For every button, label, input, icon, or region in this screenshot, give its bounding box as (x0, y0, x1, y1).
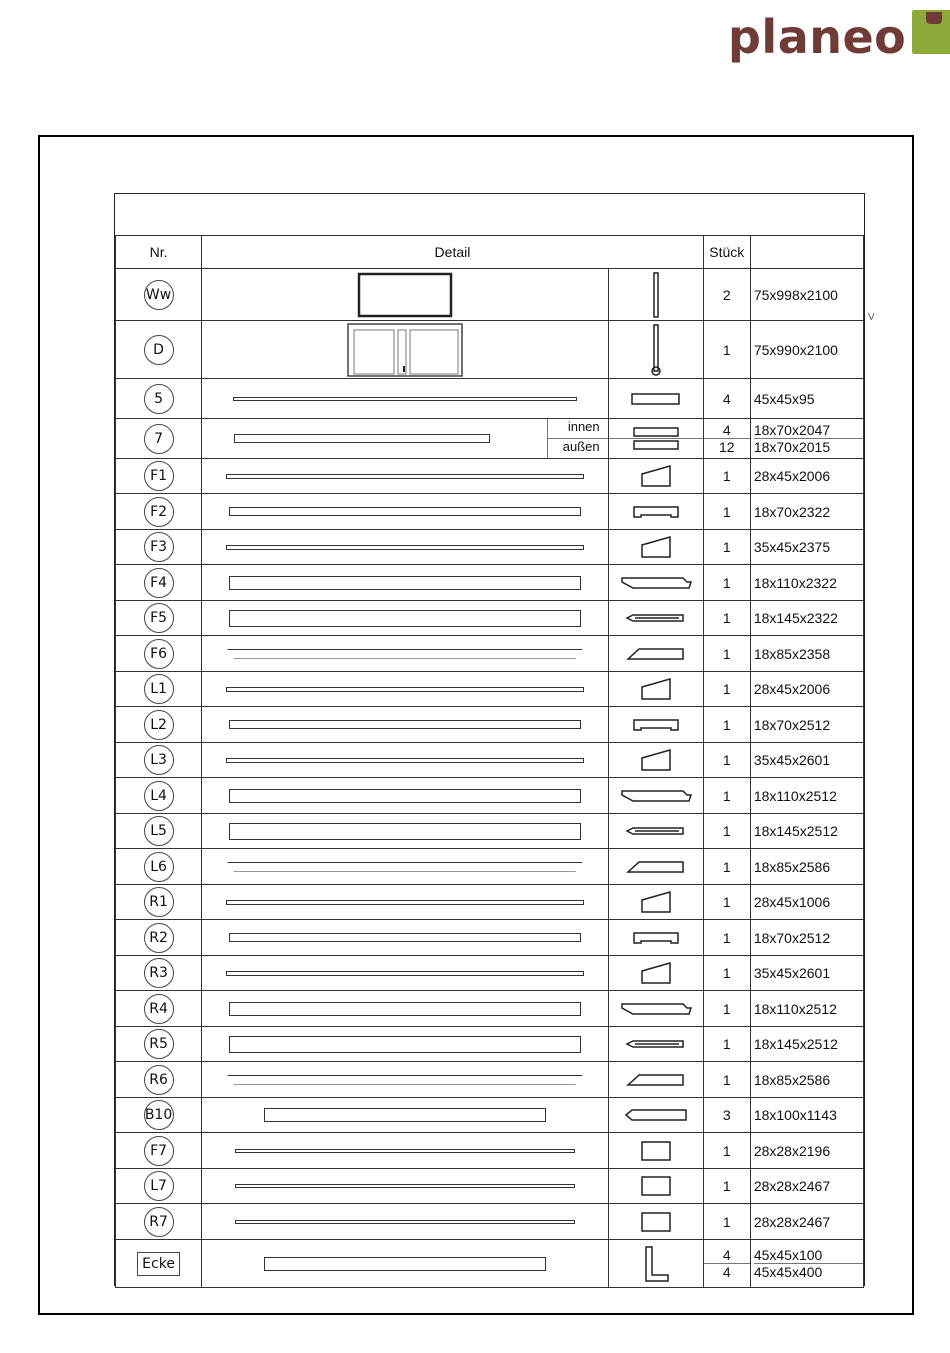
quantity-cell: 4 (703, 379, 750, 419)
part-number-badge: F5 (144, 603, 174, 633)
quantity-cell: 1 (703, 1062, 750, 1098)
part-number-badge: L5 (144, 816, 174, 846)
dimensions-value: 18x70x2047 (753, 422, 831, 438)
detail-cell (202, 920, 609, 956)
detail-cell (202, 494, 609, 530)
slot-profile-icon (631, 717, 681, 733)
dimensions-cell: 18x85x2358 (750, 636, 863, 672)
square-profile-icon (639, 1211, 673, 1233)
part-number-badge: L7 (144, 1171, 174, 1201)
profile-cell (608, 530, 703, 565)
quantity-cell: 1 (703, 672, 750, 707)
quantity-cell: 1 (703, 1169, 750, 1204)
dimensions-value: 18x70x2015 (754, 438, 863, 455)
dimensions-cell: 18x70x2322 (750, 494, 863, 530)
dimensions-cell (750, 1240, 863, 1288)
dimensions-cell: 18x70x2512 (750, 920, 863, 956)
quantity-cell: 1 (703, 814, 750, 849)
part-bar (227, 1075, 583, 1085)
part-drawing (202, 1257, 608, 1271)
part-number-cell (116, 920, 202, 956)
dimensions-cell: 28x45x2006 (750, 459, 863, 494)
table-row (116, 459, 864, 494)
dimensions-cell: 18x110x2512 (750, 778, 863, 814)
table-row (116, 991, 864, 1027)
part-number-badge: Ww (144, 280, 174, 310)
table-row (116, 601, 864, 636)
quantity-cell: 1 (703, 565, 750, 601)
dimensions-cell (750, 419, 863, 459)
profile-cell (608, 636, 703, 672)
part-bar (226, 900, 584, 905)
part-number-cell (116, 269, 202, 321)
detail-cell (202, 672, 609, 707)
part-number-cell (116, 956, 202, 991)
part-number-badge: R5 (144, 1029, 174, 1059)
wall-panel-drawing (357, 272, 453, 318)
quantity-value: 12 (704, 438, 750, 455)
dimensions-cell: 75x998x2100 (750, 269, 863, 321)
tongue-groove-profile-icon (619, 574, 693, 592)
profile-cell (608, 1027, 703, 1062)
dimensions-value: 45x45x400 (754, 1263, 863, 1280)
part-bar (235, 1220, 575, 1224)
profile-cell (608, 672, 703, 707)
part-number-cell (116, 1169, 202, 1204)
part-number-badge: L6 (144, 852, 174, 882)
dimensions-cell: 18x85x2586 (750, 849, 863, 885)
part-drawing (202, 1002, 608, 1016)
header-nr: Nr. (116, 236, 202, 269)
parts-table (115, 235, 864, 1288)
detail-cell (202, 565, 609, 601)
dimensions-cell: 18x145x2512 (750, 1027, 863, 1062)
quantity-cell: 1 (703, 1204, 750, 1240)
table-row (116, 379, 864, 419)
part-number-badge: 5 (144, 384, 174, 414)
quantity-value: 4 (704, 1263, 750, 1280)
part-bar (264, 1257, 546, 1271)
part-number-badge: L3 (144, 745, 174, 775)
corner-profile-icon (640, 1245, 672, 1283)
wedge-profile-icon (638, 464, 674, 488)
part-drawing (202, 1220, 608, 1224)
part-drawing (202, 862, 608, 872)
part-bar (229, 1002, 581, 1016)
quantity-cell: 1 (703, 1027, 750, 1062)
part-number-badge: B10 (144, 1100, 174, 1130)
quantity-cell: 1 (703, 636, 750, 672)
quantity-cell: 1 (703, 956, 750, 991)
part-bar (226, 687, 584, 692)
part-number-badge: R3 (144, 958, 174, 988)
part-number-cell (116, 885, 202, 920)
table-row (116, 1133, 864, 1169)
part-drawing (202, 720, 608, 729)
part-bar (234, 434, 490, 443)
part-bar (229, 1036, 581, 1053)
part-number-cell (116, 1027, 202, 1062)
dimensions-cell: 18x70x2512 (750, 707, 863, 743)
profile-cell (608, 778, 703, 814)
part-number-badge: L2 (144, 710, 174, 740)
part-number-cell (116, 672, 202, 707)
part-drawing (202, 545, 608, 550)
table-row (116, 778, 864, 814)
dimensions-cell: 28x45x1006 (750, 885, 863, 920)
quantity-value: 4 (722, 1247, 731, 1263)
profile-cell (608, 565, 703, 601)
profile-cell (608, 1240, 703, 1288)
board-profile-icon (632, 426, 680, 438)
part-number-badge: F4 (144, 568, 174, 598)
wedge-profile-icon (638, 961, 674, 985)
wedge-profile-icon (638, 748, 674, 772)
part-number-badge: R2 (144, 923, 174, 953)
detail-cell (202, 379, 609, 419)
table-row (116, 956, 864, 991)
profile-cell (608, 849, 703, 885)
quantity-cell: 3 (703, 1098, 750, 1133)
side-label: außen (548, 438, 608, 458)
detail-cell (202, 601, 609, 636)
dimensions-cell: 28x45x2006 (750, 672, 863, 707)
wedge-profile-icon (638, 890, 674, 914)
part-number-badge: R1 (144, 887, 174, 917)
quantity-cell (703, 1240, 750, 1288)
detail-cell (202, 707, 609, 743)
part-drawing (202, 1075, 608, 1085)
detail-cell (202, 1098, 609, 1133)
profile-cell (608, 1062, 703, 1098)
detail-cell (202, 1027, 609, 1062)
part-number-cell (116, 321, 202, 379)
part-number-cell (116, 494, 202, 530)
quantity-cell: 1 (703, 494, 750, 530)
part-drawing (202, 900, 608, 905)
part-bar (229, 720, 581, 729)
part-number-badge: F6 (144, 639, 174, 669)
dimensions-cell: 28x28x2467 (750, 1169, 863, 1204)
thin-board-profile-icon (625, 825, 687, 837)
part-drawing (202, 933, 608, 942)
part-drawing (202, 272, 608, 318)
detail-cell (202, 459, 609, 494)
detail-cell (202, 1169, 609, 1204)
detail-cell (202, 636, 609, 672)
quantity-cell: 1 (703, 885, 750, 920)
part-number-cell (116, 379, 202, 419)
table-row (116, 743, 864, 778)
tongue-groove-profile-icon (619, 787, 693, 805)
profile-cell (608, 1133, 703, 1169)
table-row (116, 1204, 864, 1240)
table-row (116, 565, 864, 601)
part-number-cell (116, 778, 202, 814)
part-drawing (202, 758, 608, 763)
detail-cell (202, 743, 609, 778)
part-drawing (202, 789, 608, 803)
part-number-badge: F7 (144, 1136, 174, 1166)
quantity-cell: 1 (703, 920, 750, 956)
dimensions-cell: 35x45x2375 (750, 530, 863, 565)
part-bar (227, 862, 583, 872)
table-row (116, 814, 864, 849)
quantity-cell: 1 (703, 459, 750, 494)
part-number-cell (116, 530, 202, 565)
part-number-cell (116, 991, 202, 1027)
header-detail: Detail (202, 236, 704, 269)
detail-cell (202, 814, 609, 849)
part-number-cell (116, 1204, 202, 1240)
detail-cell (202, 778, 609, 814)
thin-board-profile-icon (625, 612, 687, 624)
quantity-cell: 1 (703, 530, 750, 565)
profile-cell (608, 814, 703, 849)
profile-cell (608, 321, 703, 379)
table-row (116, 1098, 864, 1133)
detail-cell (202, 956, 609, 991)
part-number-cell (116, 707, 202, 743)
side-label: innen (567, 419, 600, 434)
profile-cell (608, 379, 703, 419)
part-number-cell (116, 565, 202, 601)
part-drawing (202, 507, 608, 516)
wedge-profile-icon (638, 677, 674, 701)
part-number-badge: R4 (144, 994, 174, 1024)
part-bar (226, 758, 584, 763)
quantity-value: 4 (722, 422, 731, 438)
profile-cell (608, 601, 703, 636)
part-number-cell (116, 601, 202, 636)
part-number-cell (116, 1098, 202, 1133)
profile-cell (608, 991, 703, 1027)
dimensions-cell: 18x145x2322 (750, 601, 863, 636)
profile-cell (608, 419, 703, 459)
part-number-badge: R7 (144, 1207, 174, 1237)
detail-cell (202, 1133, 609, 1169)
quantity-cell: 1 (703, 321, 750, 379)
detail-cell (202, 1062, 609, 1098)
dimensions-cell: 18x110x2512 (750, 991, 863, 1027)
dimensions-cell: 45x45x95 (750, 379, 863, 419)
detail-cell (202, 530, 609, 565)
table-row (116, 707, 864, 743)
detail-cell (202, 991, 609, 1027)
dimensions-cell: 35x45x2601 (750, 956, 863, 991)
part-bar (235, 1184, 575, 1188)
side-labels (547, 419, 608, 458)
header-dimensions (750, 236, 863, 269)
profile-cell (608, 707, 703, 743)
profile-cell (608, 459, 703, 494)
dimensions-cell: 18x85x2586 (750, 1062, 863, 1098)
square-profile-icon (639, 1175, 673, 1197)
dimensions-cell: 18x110x2322 (750, 565, 863, 601)
part-drawing (202, 1184, 608, 1188)
table-row (116, 321, 864, 379)
part-drawing (202, 576, 608, 590)
part-number-badge: F1 (144, 461, 174, 491)
wedge-profile-icon (638, 535, 674, 559)
part-number-cell (116, 419, 202, 459)
part-drawing (202, 971, 608, 976)
part-bar (226, 971, 584, 976)
board-profile-icon (624, 1108, 688, 1122)
part-drawing (202, 610, 608, 627)
table-row (116, 849, 864, 885)
part-drawing (202, 649, 608, 659)
logo-mark-icon (912, 10, 950, 54)
dimensions-cell: 18x100x1143 (750, 1098, 863, 1133)
table-row (116, 419, 864, 459)
part-bar (229, 789, 581, 803)
quantity-cell: 1 (703, 601, 750, 636)
profile-cell (608, 494, 703, 530)
dimensions-cell: 28x28x2467 (750, 1204, 863, 1240)
part-number-cell (116, 459, 202, 494)
table-row (116, 1169, 864, 1204)
part-number-cell (116, 1240, 202, 1288)
part-drawing (202, 1108, 608, 1122)
dimensions-cell: 75x990x2100 (750, 321, 863, 379)
brand-logo (728, 8, 950, 66)
detail-cell (202, 419, 609, 459)
bevel-profile-icon (625, 1072, 687, 1088)
table-row (116, 1027, 864, 1062)
part-bar (229, 933, 581, 942)
slot-profile-icon (631, 930, 681, 946)
part-bar (229, 507, 581, 516)
table-row (116, 494, 864, 530)
part-number-badge: R6 (144, 1065, 174, 1095)
detail-cell (202, 1204, 609, 1240)
quantity-cell: 1 (703, 849, 750, 885)
header-row (116, 236, 864, 269)
profile-cell (608, 1169, 703, 1204)
beam-profile-icon (630, 391, 682, 407)
part-bar (229, 823, 581, 840)
logo-text: planeo (728, 10, 907, 64)
part-number-cell (116, 743, 202, 778)
detail-cell (202, 269, 609, 321)
part-number-badge: F3 (144, 532, 174, 562)
profile-cell (608, 920, 703, 956)
table-row (116, 672, 864, 707)
part-drawing (202, 1036, 608, 1053)
table-row (116, 885, 864, 920)
profile-cell (608, 269, 703, 321)
part-bar (235, 1149, 575, 1153)
profile-cell (608, 1098, 703, 1133)
quantity-cell: 2 (703, 269, 750, 321)
quantity-cell (703, 419, 750, 459)
part-bar (229, 576, 581, 590)
side-note: V (868, 312, 875, 323)
part-number-badge: F2 (144, 497, 174, 527)
panel-edge-icon (651, 271, 661, 319)
table-row (116, 530, 864, 565)
part-bar (233, 397, 577, 401)
quantity-cell: 1 (703, 778, 750, 814)
table-row (116, 920, 864, 956)
part-number-badge: Ecke (137, 1252, 180, 1276)
board-profile-icon (632, 439, 680, 451)
part-bar (264, 1108, 546, 1122)
quantity-cell: 1 (703, 743, 750, 778)
part-number-cell (116, 1133, 202, 1169)
dimensions-cell: 18x145x2512 (750, 814, 863, 849)
part-bar (226, 545, 584, 550)
part-drawing (202, 823, 608, 840)
dimensions-cell: 35x45x2601 (750, 743, 863, 778)
thin-board-profile-icon (625, 1038, 687, 1050)
table-row (116, 1240, 864, 1288)
tongue-groove-profile-icon (619, 1000, 693, 1018)
bevel-profile-icon (625, 859, 687, 875)
detail-cell (202, 321, 609, 379)
part-bar (229, 610, 581, 627)
part-number-badge: 7 (144, 424, 174, 454)
part-number-cell (116, 814, 202, 849)
part-number-badge: L1 (144, 674, 174, 704)
table-row (116, 636, 864, 672)
parts-list-sheet (114, 193, 865, 1286)
dimensions-cell: 28x28x2196 (750, 1133, 863, 1169)
detail-cell (202, 1240, 609, 1288)
profile-cell (608, 743, 703, 778)
table-row (116, 269, 864, 321)
quantity-cell: 1 (703, 1133, 750, 1169)
quantity-cell: 1 (703, 707, 750, 743)
dimensions-value: 45x45x100 (753, 1247, 823, 1263)
detail-cell (202, 885, 609, 920)
part-number-cell (116, 1062, 202, 1098)
door-edge-icon (648, 323, 664, 377)
part-number-cell (116, 849, 202, 885)
part-drawing (202, 1149, 608, 1153)
part-number-cell (116, 636, 202, 672)
profile-cell (608, 1204, 703, 1240)
slot-profile-icon (631, 504, 681, 520)
double-door-drawing (346, 322, 464, 378)
part-drawing (202, 687, 608, 692)
part-bar (226, 474, 584, 479)
part-drawing (202, 397, 608, 401)
part-drawing (202, 322, 608, 378)
part-number-badge: D (144, 335, 174, 365)
part-drawing (202, 474, 608, 479)
part-bar (227, 649, 583, 659)
bevel-profile-icon (625, 646, 687, 662)
square-profile-icon (639, 1140, 673, 1162)
quantity-cell: 1 (703, 991, 750, 1027)
header-qty: Stück (703, 236, 750, 269)
table-row (116, 1062, 864, 1098)
detail-cell (202, 849, 609, 885)
part-number-badge: L4 (144, 781, 174, 811)
profile-cell (608, 956, 703, 991)
profile-cell (608, 885, 703, 920)
